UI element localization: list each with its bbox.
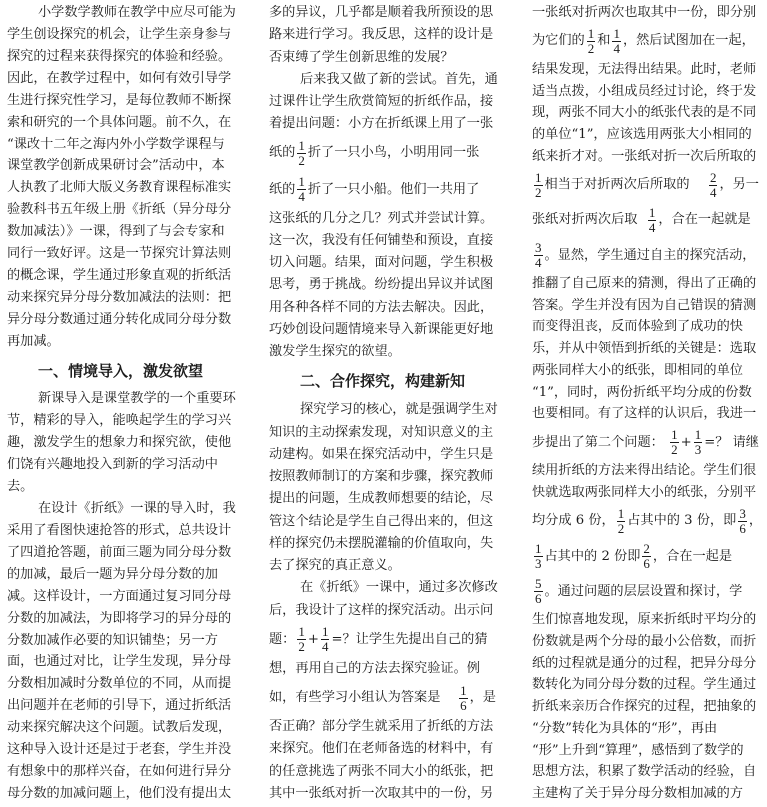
paragraph-line: 思考，勇于挑战。纷纷提出异议并试图	[269, 277, 494, 293]
paragraph-line: 趣，激发学生的想象力和探究欲，使他	[7, 435, 232, 451]
paragraph-line: 续用折纸的方法来得出结论。学生们很	[532, 463, 757, 479]
fraction-1-4: $\frac{1}{4}$	[298, 174, 305, 204]
paragraph-line: 的单位“1”，应该选用两张大小相同的	[532, 126, 752, 142]
section-heading-1: 一、情境导入，激发欲望	[37, 361, 203, 380]
paragraph-line: 减。这样设计，一方面通过复习同分母	[7, 588, 232, 604]
fraction-line: 张纸对折两次后取 $\frac{1}{4}$ ，合在一起就是	[532, 204, 751, 235]
fraction-3-4: $\frac{3}{4}$	[535, 240, 542, 271]
paragraph-line: 其中一张纸对折一次取其中的一份，另	[269, 785, 494, 801]
paragraph-line: 巧妙创设问题情境来导入新课能更好地	[269, 321, 494, 337]
paragraph-line: 推翻了自己原来的猜测，得出了正确的	[532, 275, 757, 291]
column-3	[532, 0, 762, 807]
fraction-3-6: $\frac{3}{6}$	[739, 505, 746, 536]
paragraph-line: 索和研究的一个具体问题。前不久，在	[7, 114, 232, 130]
paragraph-line: 用各种各样不同的方法去解决。因此，	[269, 299, 494, 315]
paragraph-line: 分数加减作必要的知识铺垫；另一方	[7, 632, 218, 648]
fraction-1-3: $\frac{1}{3}$	[535, 541, 542, 572]
fraction-2-4: $\frac{2}{4}$	[709, 169, 717, 200]
paragraph-line: 母分数的加减问题上，他们没有提出太	[7, 786, 232, 802]
paragraph-line: “课改十二年之海内外小学数学课程与	[7, 136, 225, 152]
paragraph-line: 份数就是两个分母的最小公倍数，而折	[532, 634, 757, 650]
fraction-2-6: $\frac{2}{6}$	[643, 541, 650, 572]
paragraph-line: “形”上升到“算理”，感悟到了数学的	[532, 742, 744, 758]
paragraph-line: 着提出问题：小方在折纸课上用了一张	[269, 116, 494, 132]
paragraph-line: 纸的过程就是通分的过程，把异分母分	[532, 655, 757, 671]
paragraph-line: 生们惊喜地发现，原来折纸时平均分的	[532, 612, 757, 628]
paragraph-line: 适当点拨，小组成员经过讨论，终于发	[532, 83, 757, 99]
paragraph-line: 小学数学教师在教学中应尽可能为	[38, 4, 236, 20]
paragraph-line: 路来进行学习。我反思，这样的设计是	[269, 27, 494, 43]
fraction-line: $\frac{1}{2}$ 相当于对折两次后所取的 $\frac{2}{4}$ ，另一	[535, 169, 759, 200]
fraction-1-2: $\frac{1}{2}$	[587, 25, 595, 56]
paragraph-line: 折纸来亲历合作探究的过程，把抽象的	[532, 699, 757, 715]
paragraph-line: 这种导入设计还是过于老套，学生并没	[7, 742, 232, 758]
fraction-1-2: $\frac{1}{2}$	[617, 505, 625, 536]
paragraph-line: 分数相加减时分数单位的不同，从而提	[7, 676, 232, 692]
paragraph-line: 了四道抢答题，前面三题为同分母分数	[7, 544, 232, 560]
paragraph-line: 而变得沮丧，反而体验到了成功的快	[532, 319, 743, 335]
paragraph-line: 这张纸的几分之几？列式并尝试计算。	[269, 210, 494, 226]
fraction-1-2: $\frac{1}{2}$	[298, 624, 305, 655]
paragraph-line: 们饶有兴趣地投入到新的学习活动中	[7, 457, 218, 473]
paragraph-line: 现，两张不同大小的纸张代表的是不同	[532, 105, 757, 121]
paragraph-line: 同行一致好评。这是一节探究计算法则	[7, 246, 232, 262]
paragraph-line: 切入问题。结果，面对问题，学生积极	[269, 255, 494, 271]
paragraph-line: 动来探究异分母分数加减法的法则：把	[7, 290, 232, 306]
paragraph-line: 结果发现，无法得出结果。此时，老师	[532, 61, 757, 77]
paragraph-line: 动建构。如果在探究活动中，学生只是	[269, 446, 494, 462]
paragraph-line: 多的异议，几乎都是顺着我所预设的思	[269, 5, 494, 21]
paragraph-line: 激发学生探究的欲望。	[269, 344, 401, 360]
fraction-1-4: $\frac{1}{4}$	[613, 25, 620, 56]
paragraph-line: 数加减法）》一课，得到了与会专家和	[7, 224, 225, 240]
paragraph-line: 异分母分数通过通分转化成同分母分数	[7, 311, 232, 327]
paragraph-line: 思想方法，积累了数学活动的经验，自	[532, 764, 757, 780]
fraction-line: 均分成 6 份， $\frac{1}{2}$ 占其中的 3 份，即 $\frac{3}{6}$ ，	[532, 505, 762, 536]
paragraph-line: “1”，同时，两份折纸平均分成的份数	[532, 384, 752, 400]
fraction-5-6: $\frac{5}{6}$	[535, 576, 542, 607]
fraction-1-3: $\frac{1}{3}$	[694, 427, 702, 458]
paragraph-line: 后来我又做了新的尝试。首先，通	[300, 71, 498, 87]
paragraph-line: 在《折纸》一课中，通过多次修改	[300, 580, 498, 596]
paragraph-line: 答案。学生并没有因为自己错误的猜测	[532, 297, 757, 313]
paragraph-line: 主建构了关于异分母分数相加减的方	[532, 786, 743, 802]
paragraph-line: 一张纸对折两次也取其中一份，即分别	[532, 4, 757, 20]
column-2	[269, 0, 496, 807]
paragraph-line: 生进行探究性学习，是每位教师不断探	[7, 92, 232, 108]
paragraph-line: 后，我设计了这样的探究活动。出示问	[269, 602, 494, 618]
paragraph-line: 课堂教学创新成果研讨会”活动中，本	[7, 158, 225, 174]
paragraph-line: 这一次，我没有任何铺垫和预设，直接	[269, 232, 494, 248]
paragraph-line: 验教科书五年级上册《折纸（异分母分	[7, 202, 232, 218]
paragraph-line: 在设计《折纸》一课的导入时，我	[38, 500, 236, 516]
paragraph-line: 纸来折才对。一张纸对折一次后所取的	[532, 148, 757, 164]
paragraph-line: 出问题并在老师的引导下，通过折纸活	[7, 698, 232, 714]
fraction-line: 为它们的 $\frac{1}{2}$ 和 $\frac{1}{4}$ ，然后试图加在一起，	[532, 25, 755, 56]
paragraph-line: 否束缚了学生创新思维的发展？	[269, 49, 454, 65]
paragraph-line: 探究学习的核心，就是强调学生对	[300, 402, 498, 418]
paragraph-line: 按照教师制订的方案和步骤，探究教师	[269, 469, 494, 485]
paragraph-line: 提出的问题，生成教师想要的结论，尽	[269, 491, 494, 507]
fraction-1-2: $\frac{1}{2}$	[535, 169, 542, 200]
paragraph-line: 知识的主动探索发现，对知识意义的主	[269, 424, 494, 440]
fraction-line: 纸的 $\frac{1}{2}$ 折了一只小鸟，小明用同一张	[269, 137, 480, 168]
fraction-line: 如，有些学习小组认为答案是 $\frac{1}{6}$ ，是	[269, 682, 496, 713]
paragraph-line: 的任意挑选了两张不同大小的纸张，把	[269, 763, 494, 779]
paragraph-line: 去。	[7, 479, 34, 495]
paragraph-line: 也要相同。有了这样的认识后，我进一	[532, 406, 757, 422]
paragraph-line: 来探究。他们在老师备选的材料中，有	[269, 741, 494, 757]
paragraph-line: 动来探究解决这个问题。试教后发现，	[7, 720, 232, 736]
paragraph-line: 去了探究的真正意义。	[269, 558, 401, 574]
paragraph-line: 否正确？部分学生就采用了折纸的方法	[269, 719, 494, 735]
paragraph-line: 的加减，最后一题为异分母分数的加	[7, 566, 218, 582]
paragraph-line: 管这个结论是学生自己得出来的，但这	[269, 513, 494, 529]
paragraph-line: 学生创设探究的机会，让学生亲身参与	[7, 26, 232, 42]
fraction-line: 步提出了第二个问题： $\frac{1}{2}$ + $\frac{1}{3}$ =？ 请继	[532, 427, 759, 458]
paragraph-line: 过课件让学生欣赏简短的折纸作品，接	[269, 94, 494, 110]
paragraph-line: 再加减。	[7, 333, 60, 349]
fraction-1-4: $\frac{1}{4}$	[648, 204, 656, 235]
paragraph-line: 人执教了北师大版义务教育课程标准实	[7, 180, 232, 196]
paragraph-line: “分数”转化为具体的“形”，再由	[532, 720, 718, 736]
paragraph-line: 节，精彩的导入，能唤起学生的学习兴	[7, 413, 232, 429]
paragraph-line: 采用了看图快速抢答的形式，总共设计	[7, 522, 232, 538]
paragraph-line: 乐，并从中领悟到折纸的关键是：选取	[532, 341, 757, 357]
fraction-line: 纸的 $\frac{1}{4}$ 折了一只小船。他们一共用了	[269, 174, 480, 204]
paragraph-line: 有想象中的那样兴奋，在如何进行异分	[7, 764, 232, 780]
fraction-1-2: $\frac{1}{2}$	[298, 137, 305, 168]
section-heading-2: 二、合作探究，构建新知	[299, 372, 465, 391]
paragraph-line: 想，再用自己的方法去探究验证。例	[269, 660, 480, 676]
paragraph-line: 分数的加减法，为即将学习的异分母的	[7, 610, 232, 626]
paragraph-line: 的概念课，学生通过形象直观的折纸活	[7, 268, 232, 284]
fraction-1-6: $\frac{1}{6}$	[460, 682, 467, 713]
fraction-line: $\frac{1}{3}$ 占其中的 2 份即 $\frac{2}{6}$ ，合在一起是	[535, 541, 733, 572]
paragraph-line: 因此，在教学过程中，如何有效引导学	[7, 70, 232, 86]
fraction-1-2: $\frac{1}{2}$	[671, 427, 678, 458]
fraction-line: $\frac{5}{6}$ 。通过问题的层层设置和探讨，学	[535, 576, 743, 607]
column-1	[7, 0, 234, 807]
paragraph-line: 数转化为同分母分数的过程。学生通过	[532, 677, 757, 693]
paragraph-line: 样的探究仍未摆脱灌输的价值取向，失	[269, 535, 494, 551]
paragraph-line: 快就选取两张同样大小的纸张，分别平	[532, 485, 757, 500]
paragraph-line: 新课导入是课堂教学的一个重要环	[38, 391, 236, 407]
fraction-1-4: $\frac{1}{4}$	[321, 624, 329, 655]
paragraph-line: 两张同样大小的纸张，即相同的单位	[532, 362, 743, 378]
paragraph-line: 探究的过程来获得探究的体验和经验。	[7, 48, 232, 64]
fraction-line: 题： $\frac{1}{2}$ + $\frac{1}{4}$ =？让学生先提出自己的猜	[269, 624, 488, 655]
fraction-line: $\frac{3}{4}$ 。显然，学生通过自主的探究活动，	[535, 240, 756, 271]
paragraph-line: 面，也通过对比，让学生发现，异分母	[7, 654, 232, 670]
